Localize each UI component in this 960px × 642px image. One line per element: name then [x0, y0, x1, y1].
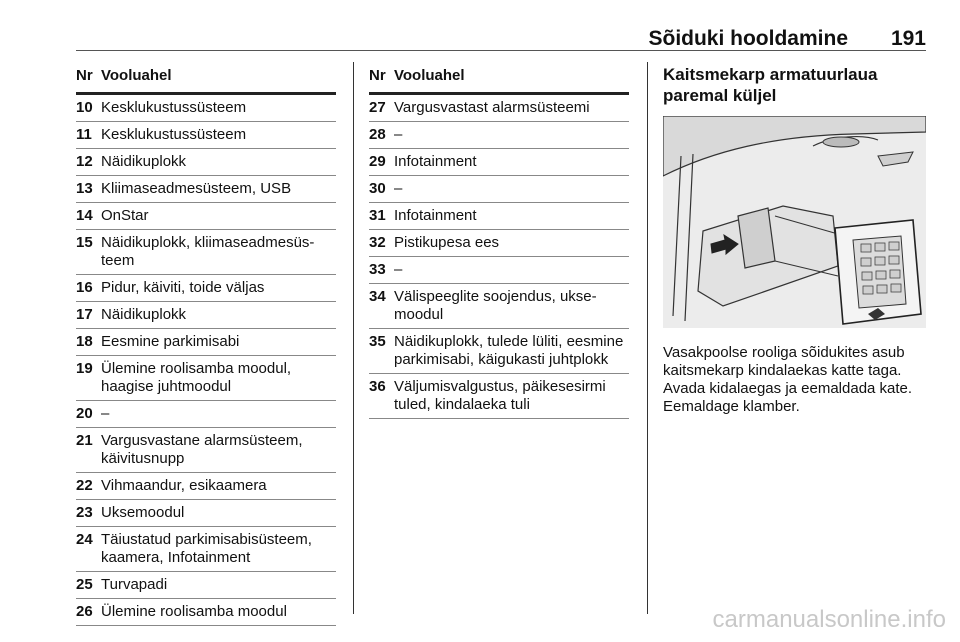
table-row — [76, 95, 336, 122]
watermark-text: carmanualsonline.info — [712, 606, 946, 633]
row-circuit: – — [101, 405, 110, 422]
row-circuit: Välispeeglite soojendus, ukse-moodul — [394, 288, 597, 323]
row-number: 28 — [369, 126, 386, 143]
row-number: 20 — [76, 405, 93, 422]
table-row — [369, 122, 629, 149]
table-row — [76, 401, 336, 428]
section-heading — [663, 64, 926, 106]
table-row — [76, 230, 336, 275]
row-circuit: Infotainment — [394, 153, 477, 170]
table-row — [76, 176, 336, 203]
row-circuit: Eesmine parkimisabi — [101, 333, 240, 350]
row-circuit: Vargusvastast alarmsüsteemi — [394, 99, 590, 116]
row-circuit: Vihmaandur, esikaamera — [101, 477, 267, 494]
header-rule — [76, 50, 926, 51]
table-row — [369, 284, 629, 329]
table-row — [369, 176, 629, 203]
row-number: 25 — [76, 576, 93, 593]
fuse-table-right — [369, 64, 629, 419]
row-circuit: Väljumisvalgustus, päikesesirmi tuled, kindalaeka tuli — [394, 378, 606, 413]
row-number: 36 — [369, 378, 386, 395]
row-number: 18 — [76, 333, 93, 350]
page-header — [76, 24, 926, 50]
section-paragraph: Vasakpoolse rooliga sõidukites asub kaitsmekarp kindalaekas katte taga. Avada kidalaegas ja eemaldada kate. Eemaldage klamber. — [663, 344, 913, 415]
table-row — [369, 203, 629, 230]
row-circuit: Näidikuplokk, tulede lüliti, eesmine parkimisabi, käigukasti juhtplokk — [394, 333, 624, 368]
dashboard-fusebox-drawing — [663, 116, 926, 328]
column-divider-2 — [647, 62, 648, 614]
table-row — [76, 203, 336, 230]
fusebox-section — [663, 64, 926, 416]
table-row — [76, 527, 336, 572]
row-number: 34 — [369, 288, 386, 305]
table-row — [76, 356, 336, 401]
row-number: 35 — [369, 333, 386, 350]
page-number: 191 — [890, 27, 926, 50]
row-number: 13 — [76, 180, 93, 197]
row-circuit: – — [394, 126, 403, 143]
col-header-nr: Nr — [76, 67, 93, 84]
section-title-header: Sõiduki hooldamine — [648, 27, 848, 50]
table-row — [76, 572, 336, 599]
col-header-circuit: Vooluahel — [394, 67, 465, 84]
row-circuit: Täiustatud parkimisabisüsteem, kaamera, Infotainment — [101, 531, 312, 566]
row-number: 10 — [76, 99, 93, 116]
row-number: 27 — [369, 99, 386, 116]
row-number: 24 — [76, 531, 93, 548]
row-number: 22 — [76, 477, 93, 494]
row-number: 32 — [369, 234, 386, 251]
row-circuit: Uksemoodul — [101, 504, 185, 521]
section-heading-line1: Kaitsmekarp armatuurlaua — [663, 65, 878, 84]
table-row — [369, 95, 629, 122]
table-row — [76, 149, 336, 176]
col-header-nr: Nr — [369, 67, 386, 84]
column-divider-1 — [353, 62, 354, 614]
row-circuit: – — [394, 261, 403, 278]
row-circuit: Kesklukustussüsteem — [101, 126, 247, 143]
row-circuit: Näidikuplokk — [101, 306, 187, 323]
row-number: 11 — [76, 126, 92, 143]
fusebox-illustration — [663, 116, 926, 328]
row-circuit: Pistikupesa ees — [394, 234, 500, 251]
row-circuit: Kesklukustussüsteem — [101, 99, 247, 116]
table-header — [76, 64, 336, 95]
table-header — [369, 64, 629, 95]
row-number: 29 — [369, 153, 386, 170]
row-circuit: Vargusvastane alarmsüsteem, käivitusnupp — [101, 432, 303, 467]
table-row — [76, 473, 336, 500]
row-number: 17 — [76, 306, 93, 323]
row-circuit: Turvapadi — [101, 576, 168, 593]
row-number: 30 — [369, 180, 386, 197]
row-number: 26 — [76, 603, 93, 620]
row-circuit: Kliimaseadmesüsteem, USB — [101, 180, 292, 197]
table-row — [76, 122, 336, 149]
table-row — [76, 599, 336, 626]
row-circuit: Ülemine roolisamba moodul, haagise juhtmoodul — [101, 360, 292, 395]
section-heading-line2: paremal küljel — [663, 86, 777, 105]
fuse-table-left — [76, 64, 336, 626]
row-circuit: Infotainment — [394, 207, 477, 224]
row-number: 31 — [369, 207, 386, 224]
row-circuit: Näidikuplokk, kliimaseadmesüs-teem — [101, 234, 315, 269]
table-row — [369, 329, 629, 374]
col-header-circuit: Vooluahel — [101, 67, 172, 84]
row-number: 15 — [76, 234, 93, 251]
row-circuit: Näidikuplokk — [101, 153, 187, 170]
row-circuit: OnStar — [101, 207, 149, 224]
table-row — [76, 428, 336, 473]
table-row — [76, 275, 336, 302]
row-number: 16 — [76, 279, 93, 296]
table-row — [369, 230, 629, 257]
row-number: 19 — [76, 360, 93, 377]
row-circuit: – — [394, 180, 403, 197]
row-number: 12 — [76, 153, 93, 170]
table-row — [76, 500, 336, 527]
table-row — [76, 329, 336, 356]
table-row — [369, 374, 629, 419]
row-number: 23 — [76, 504, 93, 521]
row-circuit: Pidur, käiviti, toide väljas — [101, 279, 265, 296]
row-number: 21 — [76, 432, 93, 449]
row-number: 14 — [76, 207, 93, 224]
table-row — [369, 257, 629, 284]
row-circuit: Ülemine roolisamba moodul — [101, 603, 287, 620]
row-number: 33 — [369, 261, 386, 278]
table-row — [369, 149, 629, 176]
table-row — [76, 302, 336, 329]
